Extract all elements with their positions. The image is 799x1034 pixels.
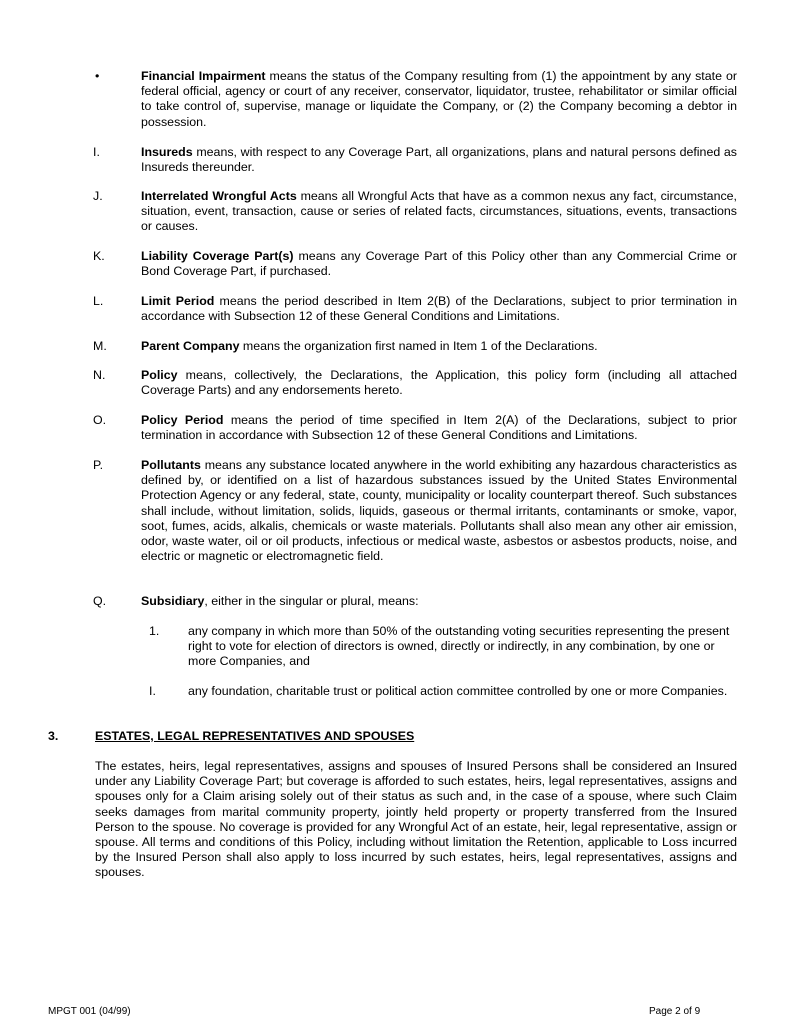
subsidiary-item-marker: 1. xyxy=(149,624,160,638)
definition-text xyxy=(141,594,737,609)
footer-form-number: MPGT 001 (04/99) xyxy=(48,1006,131,1017)
definition-text xyxy=(141,69,737,130)
definition-text xyxy=(141,413,737,443)
definition-marker: O. xyxy=(93,413,107,427)
definition-term: Policy xyxy=(141,368,178,382)
definition-marker: I. xyxy=(93,145,100,159)
footer-page-number: Page 2 of 9 xyxy=(649,1006,701,1017)
definition-marker: L. xyxy=(93,294,104,308)
definition-term: Interrelated Wrongful Acts xyxy=(141,189,297,203)
definition-term: Limit Period xyxy=(141,294,215,308)
definition-text xyxy=(141,339,737,354)
subsidiary-item-text: any company in which more than 50% of the outstanding voting securities representing the present right to vote for election of directors is owned, directly or indirectly, in any combination, by one or more Companies, and xyxy=(188,624,730,669)
definition-body: , either in the singular or plural, means: xyxy=(204,594,419,608)
definition-text xyxy=(141,294,737,324)
definition-term: Liability Coverage Part(s) xyxy=(141,249,294,263)
definition-marker: M. xyxy=(93,339,107,353)
definition-text xyxy=(141,145,737,175)
definition-body: means the period of time specified in Item 2(A) of the Declarations, subject to prior termination in accordance with Subsection 12 of these General Conditions and Limitations. xyxy=(141,413,737,443)
definition-text xyxy=(141,189,737,235)
definition-marker: N. xyxy=(93,368,106,382)
section-number: 3. xyxy=(48,729,59,743)
definition-marker: K. xyxy=(93,249,105,263)
definition-body: means, with respect to any Coverage Part, all organizations, plans and natural persons defined as Insureds thereunder. xyxy=(141,145,737,175)
definition-marker: P. xyxy=(93,458,104,472)
definition-text xyxy=(141,249,737,279)
definition-body: means any Coverage Part of this Policy other than any Commercial Crime or Bond Coverage Part, if purchased. xyxy=(141,249,737,279)
definition-body: means the organization first named in Item 1 of the Declarations. xyxy=(239,339,598,353)
definition-term: Financial Impairment xyxy=(141,69,266,83)
definition-body: means the period described in Item 2(B) of the Declarations, subject to prior termination in accordance with Subsection 12 of these General Conditions and Limitations. xyxy=(141,294,737,324)
definition-marker: Q. xyxy=(93,594,107,608)
definition-body: means all Wrongful Acts that have as a common nexus any fact, circumstance, situation, event, transaction, cause or series of related facts, circumstances, situations, events, transactions or causes. xyxy=(141,189,737,234)
definition-marker: • xyxy=(95,69,100,83)
definition-marker: J. xyxy=(93,189,103,203)
subsidiary-item-marker: I. xyxy=(149,684,156,698)
definition-text xyxy=(141,458,737,564)
definition-text xyxy=(141,368,737,398)
definition-term: Insureds xyxy=(141,145,193,159)
definition-body: means any substance located anywhere in the world exhibiting any hazardous characteristics as defined by, or identified on a list of hazardous substances issued by the United States Environmental Protection Agency or any federal, state, county, municipality or locality counterpart thereof. Such substances shall include, without limitation, solids, liquids, gaseous or thermal irritants, contaminants or smoke, vapor, soot, fumes, acids, alkalis, chemicals or waste materials. Pollutants shall also mean any other air emission, odor, waste water, oil or oil products, infectious or medical waste, asbestos or asbestos products, noise, and electric or magnetic or electromagnetic field. xyxy=(141,458,737,564)
definition-term: Subsidiary xyxy=(141,594,205,608)
definition-term: Policy Period xyxy=(141,413,224,427)
section-title: ESTATES, LEGAL REPRESENTATIVES AND SPOUSES xyxy=(95,729,415,743)
definition-body: means, collectively, the Declarations, the Application, this policy form (including all attached Coverage Parts) and any endorsements hereto. xyxy=(141,368,737,398)
definition-body: means the status of the Company resulting from (1) the appointment by any state or federal official, agency or court of any receiver, conservator, liquidator, trustee, rehabilitator or similar official to take control of, supervise, manage or liquidate the Company, or (2) the Company becoming a debtor in possession. xyxy=(141,69,737,129)
definition-term: Parent Company xyxy=(141,339,240,353)
subsidiary-item-text: any foundation, charitable trust or political action committee controlled by one or more Companies. xyxy=(188,684,728,698)
definition-term: Pollutants xyxy=(141,458,201,472)
section-paragraph: The estates, heirs, legal representatives, assigns and spouses of Insured Persons shall be considered an Insured under any Liability Coverage Part; but coverage is afforded to such estates, heirs, legal representatives, assigns and spouses only for a Claim arising solely out of their status as such and, in the case of a spouse, where such Claim seeks damages from marital community property, jointly held property or property transferred from the Insured Person to the spouse. No coverage is provided for any Wrongful Act of an estate, heir, legal representative, assign or spouse. All terms and conditions of this Policy, including without limitation the Retention, applicable to Loss incurred by the Insured Person shall also apply to loss incurred by such estates, heirs, legal representatives, assigns and spouses. xyxy=(95,759,737,880)
